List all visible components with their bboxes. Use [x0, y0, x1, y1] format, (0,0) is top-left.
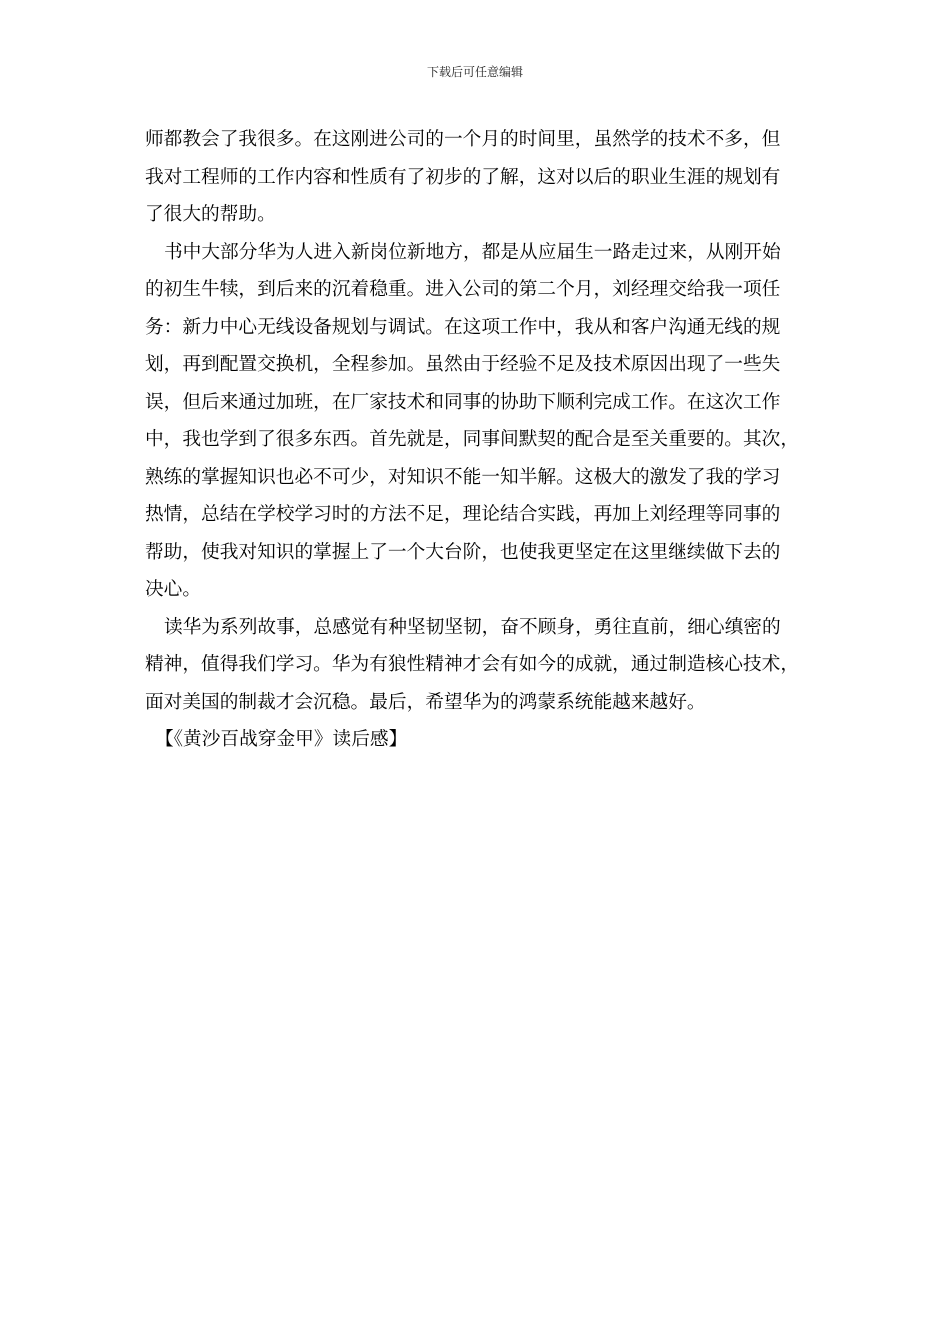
- text-line: 误，但后来通过加班，在厂家技术和同事的协助下顺利完成工作。在这次工作: [145, 391, 781, 413]
- text-line: 热情，总结在学校学习时的方法不足，理论结合实践，再加上刘经理等同事的: [145, 504, 781, 525]
- text-line: 精神，值得我们学习。华为有狼性精神才会有如今的成就，通过制造核心技术，: [145, 654, 800, 675]
- text-line: 务：新力中心无线设备规划与调试。在这项工作中，我从和客户沟通无线的规: [145, 316, 781, 338]
- section-title: 【《黄沙百战穿金甲》读后感】: [155, 729, 408, 750]
- text-line: 熟练的掌握知识也必不可少，对知识不能一知半解。这极大的激发了我的学习: [145, 466, 781, 488]
- text-line: 面对美国的制裁才会沉稳。最后，希望华为的鸿蒙系统能越来越好。: [145, 691, 706, 713]
- text-line: 了很大的帮助。: [145, 204, 276, 225]
- text-line: 帮助，使我对知识的掌握上了一个大台阶，也使我更坚定在这里继续做下去的: [145, 541, 781, 563]
- document-body: [145, 121, 805, 759]
- text-line: 书中大部分华为人进入新岗位新地方，都是从应届生一路走过来，从刚开始: [164, 241, 781, 263]
- text-line: 决心。: [145, 579, 202, 600]
- text-line: 划，再到配置交换机，全程参加。虽然由于经验不足及技术原因出现了一些失: [145, 354, 781, 375]
- text-line: 的初生牛犊，到后来的沉着稳重。进入公司的第二个月，刘经理交给我一项任: [145, 279, 781, 300]
- text-line: 我对工程师的工作内容和性质有了初步的了解，这对以后的职业生涯的规划有: [145, 166, 781, 188]
- text-line: 读华为系列故事，总感觉有种坚韧坚韧，奋不顾身，勇往直前，细心缜密的: [164, 616, 781, 638]
- page-header: 下载后可任意编辑: [426, 65, 523, 79]
- text-line: 师都教会了我很多。在这刚进公司的一个月的时间里，虽然学的技术不多，但: [145, 129, 781, 150]
- text-line: 中，我也学到了很多东西。首先就是，同事间默契的配合是至关重要的。其次，: [145, 429, 800, 450]
